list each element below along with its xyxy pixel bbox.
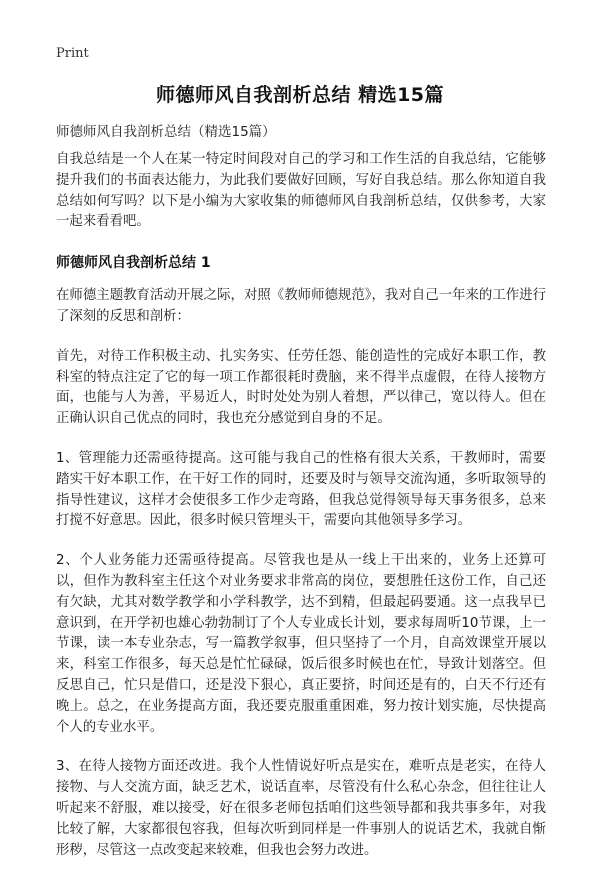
body-paragraph: 在师德主题教育活动开展之际，对照《教师师德规范》，我对自己一年来的工作进行了深刻的反思和剖析： <box>56 288 546 324</box>
document-subtitle: 师德师风自我剖析总结（精选15篇） <box>56 124 276 140</box>
print-label[interactable]: Print <box>56 46 89 61</box>
body-paragraph: 3、在待人接物方面还改进。我个人性情说好听点是实在，难听点是老实，在待人接物、与人交流方面，缺乏艺术，说话直率，尽管没有什么私心杂念，但往往让人听起来不舒服，难以接受，好在很多老师包括咱们这些领导都和我共事多年，对我比较了解，大家都很包容我，但每次听到同样是一件事别人的说话艺术，我就自惭形秽，尽管这一点改变起来较难，但我也会努力改进。 <box>56 759 546 858</box>
body-paragraph: 1、管理能力还需亟待提高。这可能与我自己的性格有很大关系，干教师时，需要踏实干好本职工作，在干好工作的同时，还要及时与领导交流沟通，多听取领导的指导性建议，这样才会使很多工作少走弯路，但我总觉得领导每天事务很多，总来打搅不好意思。因此，很多时候只管埋头干，需要向其他领导多学习。 <box>56 450 546 529</box>
document-body <box>56 150 546 880</box>
body-paragraph: 首先，对待工作积极主动、扎实务实、任劳任怨、能创造性的完成好本职工作，教科室的特点注定了它的每一项工作都很耗时费脑，来不得半点虚假，在待人接物方面，也能与人为善，平易近人，时时处处为别人着想，严以律己，宽以待人。但在正确认识自己优点的同时，我也充分感觉到自身的不足。 <box>56 348 546 427</box>
document-title: 师德师风自我剖析总结 精选15篇 <box>155 84 445 106</box>
body-paragraph: 2、个人业务能力还需亟待提高。尽管我也是从一线上干出来的，业务上还算可以，但作为教科室主任这个对业务要求非常高的岗位，要想胜任这份工作，自己还有欠缺，尤其对数学教学和小学科教学，达不到精，但最起码要通。这一点我早已意识到，在开学初也雄心勃勃制订了个人专业成长计划，要求每周听10节课，上一节课，读一本专业杂志，写一篇教学叙事，但只坚持了一个月，自高效课堂开展以来，科室工作很多，每天总是忙忙碌碌，饭后很多时候也在忙，导致计划落空。但反思自己，忙只是借口，还是没下狠心，真正要挤，时间还是有的，白天不行还有晚上。总之，在业务提高方面，我还要克服重重困难，努力按计划实施，尽快提高个人的专业水平。 <box>56 553 546 735</box>
section-heading: 师德师风自我剖析总结 1 <box>56 255 211 272</box>
intro-paragraph: 自我总结是一个人在某一特定时间段对自己的学习和工作生活的自我总结，它能够提升我们的书面表达能力，为此我们要做好回顾，写好自我总结。那么你知道自我总结如何写吗？以下是小编为大家收集的师德师风自我剖析总结，仅供参考，大家一起来看看吧。 <box>56 152 546 230</box>
